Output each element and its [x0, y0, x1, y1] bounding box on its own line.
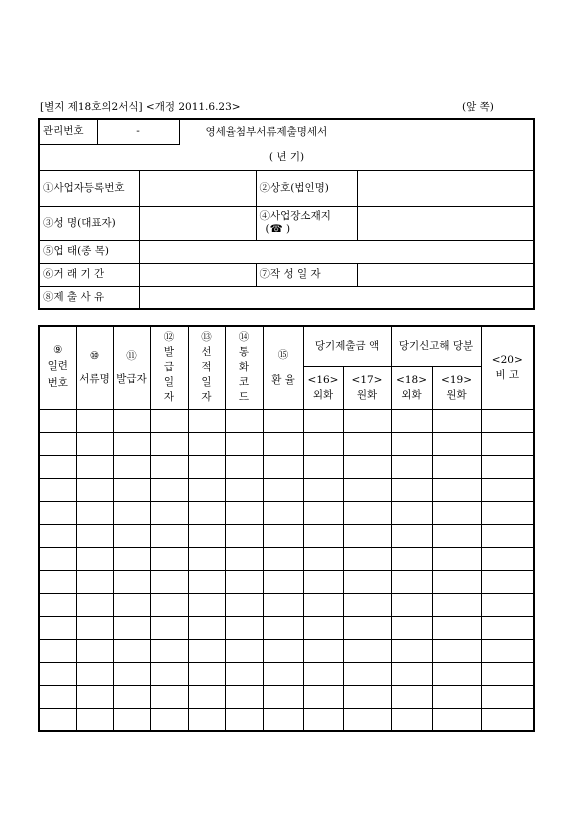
table-cell[interactable]	[303, 662, 343, 685]
table-cell[interactable]	[225, 455, 263, 478]
table-cell[interactable]	[113, 593, 150, 616]
table-cell[interactable]	[303, 409, 343, 432]
table-cell[interactable]	[113, 616, 150, 639]
table-cell[interactable]	[432, 708, 481, 731]
table-cell[interactable]	[225, 685, 263, 708]
table-cell[interactable]	[263, 570, 303, 593]
table-cell[interactable]	[481, 455, 534, 478]
trade-period-field[interactable]	[139, 263, 256, 286]
table-cell[interactable]	[76, 455, 113, 478]
table-cell[interactable]	[391, 432, 432, 455]
table-cell[interactable]	[481, 708, 534, 731]
doc-name-label: 서류명	[79, 372, 110, 385]
h17-label: 원화	[356, 388, 378, 401]
table-row	[39, 593, 534, 616]
table-row	[39, 639, 534, 662]
issue-date-char: 자	[163, 391, 175, 404]
h18-header	[391, 366, 432, 409]
table-cell[interactable]	[76, 708, 113, 731]
remarks-no: <20>	[491, 353, 523, 366]
table-cell[interactable]	[263, 593, 303, 616]
table-cell[interactable]	[391, 616, 432, 639]
table-cell[interactable]	[481, 685, 534, 708]
table-cell[interactable]	[303, 593, 343, 616]
table-cell[interactable]	[150, 616, 188, 639]
applicant-info-table	[38, 118, 535, 310]
table-row	[39, 685, 534, 708]
seq-number-no: ⑨	[53, 344, 63, 357]
h16-header	[303, 366, 343, 409]
h19-no: <19>	[441, 373, 472, 386]
table-cell[interactable]	[188, 708, 225, 731]
table-cell[interactable]	[39, 685, 76, 708]
table-row	[39, 547, 534, 570]
company-name-field[interactable]	[357, 170, 534, 206]
currency-code-char: 화	[238, 361, 250, 374]
table-cell[interactable]	[76, 685, 113, 708]
table-cell[interactable]	[225, 639, 263, 662]
detail-rows	[39, 409, 534, 731]
table-cell[interactable]	[39, 593, 76, 616]
table-cell[interactable]	[391, 524, 432, 547]
table-cell[interactable]	[432, 455, 481, 478]
issuer-header	[113, 326, 150, 409]
table-cell[interactable]	[225, 662, 263, 685]
ship-date-char: 적	[201, 361, 212, 374]
table-cell[interactable]	[113, 478, 150, 501]
table-cell[interactable]	[343, 708, 391, 731]
doc-name-no: ⑩	[89, 349, 100, 362]
table-cell[interactable]	[263, 662, 303, 685]
table-cell[interactable]	[39, 570, 76, 593]
submit-amount-header: 당기제출금 액	[303, 326, 391, 366]
form-number: [별지 제18호의2서식] <개정 2011.6.23>	[40, 101, 241, 113]
table-cell[interactable]	[76, 616, 113, 639]
table-cell[interactable]	[188, 639, 225, 662]
table-cell[interactable]	[263, 432, 303, 455]
table-cell[interactable]	[263, 547, 303, 570]
table-cell[interactable]	[263, 455, 303, 478]
h18-no: <18>	[396, 373, 427, 386]
table-cell[interactable]	[150, 570, 188, 593]
table-cell[interactable]	[343, 593, 391, 616]
table-cell[interactable]	[432, 616, 481, 639]
currency-code-no: ⑭	[238, 331, 250, 344]
company-name-label: ②상호(법인명)	[256, 170, 357, 206]
table-cell[interactable]	[225, 547, 263, 570]
table-cell[interactable]	[225, 432, 263, 455]
table-cell[interactable]	[113, 409, 150, 432]
business-type-field[interactable]	[139, 240, 534, 263]
table-cell[interactable]	[150, 708, 188, 731]
table-cell[interactable]	[39, 547, 76, 570]
form-title: 영세율첨부서류제출명세서	[179, 119, 534, 144]
table-cell[interactable]	[150, 478, 188, 501]
table-cell[interactable]	[188, 524, 225, 547]
address-label-cell	[256, 206, 357, 240]
table-cell[interactable]	[39, 409, 76, 432]
table-cell[interactable]	[303, 501, 343, 524]
table-cell[interactable]	[391, 547, 432, 570]
table-cell[interactable]	[39, 708, 76, 731]
table-cell[interactable]	[188, 547, 225, 570]
table-cell[interactable]	[432, 685, 481, 708]
table-cell[interactable]	[188, 409, 225, 432]
phone-hint: (☎ )	[265, 223, 291, 235]
table-cell[interactable]	[303, 432, 343, 455]
table-cell[interactable]	[225, 501, 263, 524]
table-cell[interactable]	[343, 547, 391, 570]
table-row	[39, 616, 534, 639]
table-cell[interactable]	[303, 685, 343, 708]
table-row	[39, 501, 534, 524]
table-cell[interactable]	[39, 616, 76, 639]
page-side-label: (앞 쪽)	[462, 101, 494, 113]
table-cell[interactable]	[432, 570, 481, 593]
currency-code-char: 통	[238, 346, 250, 359]
table-cell[interactable]	[481, 501, 534, 524]
table-cell[interactable]	[76, 409, 113, 432]
table-cell[interactable]	[263, 685, 303, 708]
table-cell[interactable]	[481, 547, 534, 570]
table-cell[interactable]	[432, 524, 481, 547]
table-cell[interactable]	[39, 501, 76, 524]
table-cell[interactable]	[303, 524, 343, 547]
table-cell[interactable]	[481, 639, 534, 662]
table-cell[interactable]	[432, 547, 481, 570]
table-cell[interactable]	[39, 639, 76, 662]
table-cell[interactable]	[391, 685, 432, 708]
table-cell[interactable]	[303, 616, 343, 639]
table-cell[interactable]	[343, 616, 391, 639]
table-cell[interactable]	[188, 616, 225, 639]
remarks-header	[481, 326, 534, 409]
table-cell[interactable]	[432, 501, 481, 524]
table-cell[interactable]	[263, 616, 303, 639]
table-cell[interactable]	[188, 478, 225, 501]
ship-date-no: ⑬	[201, 331, 212, 344]
table-row	[39, 409, 534, 432]
table-cell[interactable]	[343, 409, 391, 432]
currency-code-char: 코	[238, 376, 250, 389]
issuer-label: 발급자	[116, 372, 147, 385]
table-cell[interactable]	[481, 616, 534, 639]
table-cell[interactable]	[432, 662, 481, 685]
table-row	[39, 662, 534, 685]
table-cell[interactable]	[188, 432, 225, 455]
table-row	[39, 708, 534, 731]
document-detail-table	[38, 325, 535, 732]
table-cell[interactable]	[39, 662, 76, 685]
h19-label: 원화	[446, 388, 467, 401]
table-cell[interactable]	[188, 570, 225, 593]
issue-date-char: 발	[163, 346, 175, 359]
h17-no: <17>	[351, 373, 383, 386]
table-cell[interactable]	[343, 662, 391, 685]
table-cell[interactable]	[343, 685, 391, 708]
table-cell[interactable]	[150, 455, 188, 478]
table-cell[interactable]	[432, 639, 481, 662]
issuer-no: ⑪	[126, 349, 137, 362]
table-cell[interactable]	[391, 501, 432, 524]
issue-date-char: 급	[163, 361, 175, 374]
table-cell[interactable]	[263, 501, 303, 524]
table-cell[interactable]	[343, 524, 391, 547]
table-cell[interactable]	[481, 570, 534, 593]
currency-code-char: 드	[238, 391, 250, 404]
table-cell[interactable]	[113, 501, 150, 524]
table-cell[interactable]	[391, 593, 432, 616]
table-cell[interactable]	[113, 524, 150, 547]
table-cell[interactable]	[150, 409, 188, 432]
table-cell[interactable]	[481, 662, 534, 685]
table-cell[interactable]	[113, 708, 150, 731]
table-cell[interactable]	[188, 685, 225, 708]
table-cell[interactable]	[303, 478, 343, 501]
biz-reg-no-field[interactable]	[139, 170, 256, 206]
table-cell[interactable]	[225, 593, 263, 616]
table-cell[interactable]	[481, 409, 534, 432]
seq-number-header	[39, 326, 76, 409]
table-cell[interactable]	[76, 432, 113, 455]
table-cell[interactable]	[76, 478, 113, 501]
representative-label: ③성 명(대표자)	[39, 206, 139, 240]
table-cell[interactable]	[39, 432, 76, 455]
ship-date-char: 자	[201, 391, 212, 404]
representative-field[interactable]	[139, 206, 256, 240]
h19-header	[432, 366, 481, 409]
table-cell[interactable]	[343, 639, 391, 662]
table-cell[interactable]	[188, 593, 225, 616]
issue-date-header	[150, 326, 188, 409]
written-date-label: ⑦작 성 일 자	[256, 263, 357, 286]
declared-amount-header: 당기신고해 당분	[391, 326, 481, 366]
table-cell[interactable]	[76, 570, 113, 593]
h17-header	[343, 366, 391, 409]
table-cell[interactable]	[391, 639, 432, 662]
currency-code-header	[225, 326, 263, 409]
table-cell[interactable]	[113, 685, 150, 708]
table-cell[interactable]	[391, 570, 432, 593]
h16-label: 외화	[312, 388, 334, 401]
table-cell[interactable]	[432, 432, 481, 455]
table-cell[interactable]	[343, 455, 391, 478]
table-cell[interactable]	[39, 478, 76, 501]
table-cell[interactable]	[391, 478, 432, 501]
table-row	[39, 432, 534, 455]
submit-reason-field[interactable]	[139, 286, 534, 309]
table-cell[interactable]	[303, 547, 343, 570]
table-cell[interactable]	[343, 478, 391, 501]
table-cell[interactable]	[39, 524, 76, 547]
ship-date-header	[188, 326, 225, 409]
table-cell[interactable]	[76, 501, 113, 524]
submit-reason-label: ⑧제 출 사 유	[39, 286, 139, 309]
table-cell[interactable]	[113, 547, 150, 570]
issue-date-no: ⑫	[163, 331, 175, 344]
table-cell[interactable]	[432, 478, 481, 501]
exchange-rate-header	[263, 326, 303, 409]
table-cell[interactable]	[76, 639, 113, 662]
table-cell[interactable]	[225, 409, 263, 432]
table-cell[interactable]	[150, 547, 188, 570]
table-cell[interactable]	[391, 455, 432, 478]
table-cell[interactable]	[188, 455, 225, 478]
table-cell[interactable]	[225, 616, 263, 639]
table-cell[interactable]	[263, 478, 303, 501]
exchange-rate-no: ⑮	[277, 348, 289, 361]
issue-date-char: 일	[163, 376, 175, 389]
table-cell[interactable]	[263, 639, 303, 662]
table-cell[interactable]	[150, 501, 188, 524]
table-cell[interactable]	[481, 524, 534, 547]
table-cell[interactable]	[113, 455, 150, 478]
table-cell[interactable]	[263, 524, 303, 547]
table-cell[interactable]	[303, 639, 343, 662]
table-cell[interactable]	[225, 570, 263, 593]
table-cell[interactable]	[303, 570, 343, 593]
table-cell[interactable]	[113, 639, 150, 662]
table-cell[interactable]	[150, 685, 188, 708]
table-cell[interactable]	[343, 501, 391, 524]
table-cell[interactable]	[188, 662, 225, 685]
biz-reg-no-label: ①사업자등록번호	[39, 170, 139, 206]
table-cell[interactable]	[150, 432, 188, 455]
ship-date-char: 선	[201, 346, 212, 359]
h18-label: 외화	[401, 388, 422, 401]
table-cell[interactable]	[225, 478, 263, 501]
table-cell[interactable]	[343, 570, 391, 593]
table-cell[interactable]	[432, 593, 481, 616]
table-cell[interactable]	[76, 662, 113, 685]
table-cell[interactable]	[225, 708, 263, 731]
table-cell[interactable]	[432, 409, 481, 432]
address-label: ④사업장소재지	[259, 210, 331, 222]
table-cell[interactable]	[150, 524, 188, 547]
mgmt-number-label: 관리번호	[39, 119, 97, 144]
written-date-field[interactable]	[357, 263, 534, 286]
table-cell[interactable]	[113, 662, 150, 685]
address-field[interactable]	[357, 206, 534, 240]
tax-period: ( 년 기)	[39, 144, 534, 170]
table-cell[interactable]	[76, 593, 113, 616]
seq-number-label: 일련번호	[47, 360, 68, 390]
trade-period-label: ⑥거 래 기 간	[39, 263, 139, 286]
table-cell[interactable]	[150, 593, 188, 616]
table-cell[interactable]	[303, 708, 343, 731]
table-cell[interactable]	[263, 409, 303, 432]
table-cell[interactable]	[391, 409, 432, 432]
table-cell[interactable]	[76, 524, 113, 547]
table-cell[interactable]	[391, 708, 432, 731]
table-cell[interactable]	[39, 455, 76, 478]
table-row	[39, 570, 534, 593]
business-type-label: ⑤업 태(종 목)	[39, 240, 139, 263]
mgmt-number-value[interactable]: -	[97, 119, 179, 144]
table-cell[interactable]	[113, 570, 150, 593]
table-cell[interactable]	[225, 524, 263, 547]
table-row	[39, 478, 534, 501]
table-cell[interactable]	[481, 432, 534, 455]
table-cell[interactable]	[150, 639, 188, 662]
doc-name-header	[76, 326, 113, 409]
table-cell[interactable]	[391, 662, 432, 685]
ship-date-char: 일	[201, 376, 212, 389]
table-cell[interactable]	[263, 708, 303, 731]
table-cell[interactable]	[481, 593, 534, 616]
table-row	[39, 455, 534, 478]
table-cell[interactable]	[303, 455, 343, 478]
table-cell[interactable]	[188, 501, 225, 524]
exchange-rate-label: 환 율	[271, 373, 295, 386]
h16-no: <16>	[307, 373, 339, 386]
table-row	[39, 524, 534, 547]
table-cell[interactable]	[150, 662, 188, 685]
table-cell[interactable]	[343, 432, 391, 455]
table-cell[interactable]	[113, 432, 150, 455]
remarks-label: 비 고	[495, 368, 520, 381]
table-cell[interactable]	[481, 478, 534, 501]
table-cell[interactable]	[76, 547, 113, 570]
